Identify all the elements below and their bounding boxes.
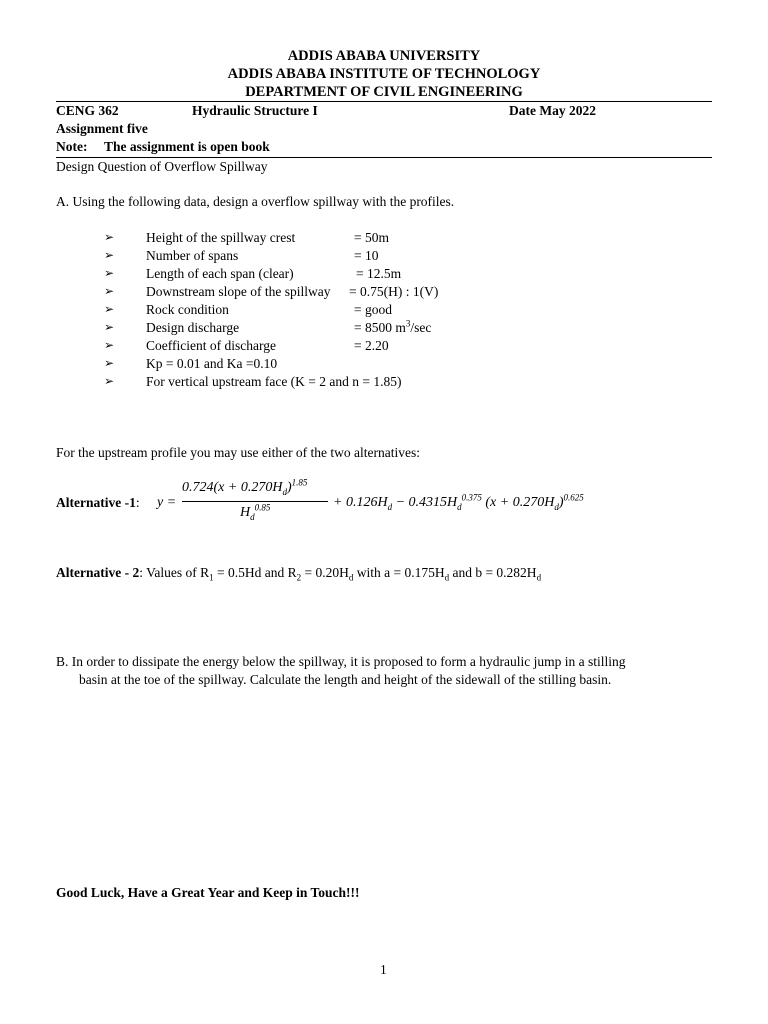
list-item-label: Downstream slope of the spillway	[146, 284, 331, 299]
alternative-1-colon: :	[135, 495, 140, 510]
list-item-label: Coefficient of discharge	[146, 338, 276, 353]
bullet-icon: ➢	[104, 356, 115, 370]
header-rule-top	[56, 101, 712, 102]
assignment-date: Date May 2022	[509, 103, 596, 118]
equation-lhs: y =	[157, 495, 177, 510]
alt2-sub-4: d	[444, 572, 450, 583]
institute-name: ADDIS ABABA INSTITUTE OF TECHNOLOGY	[227, 66, 541, 82]
section-a-intro: A. Using the following data, design a overflow spillway with the profiles.	[56, 194, 455, 209]
alt2-sub-5: d	[536, 572, 542, 583]
alt2-text-3: = 0.20H	[301, 565, 349, 580]
denominator-sub: d	[250, 511, 255, 522]
term-4: (x + 0.270H	[485, 495, 555, 510]
term-3-sub: d	[457, 501, 462, 512]
course-name: Hydraulic Structure I	[192, 103, 318, 118]
term-2: + 0.126H	[333, 495, 388, 510]
list-item-value: = 50m	[354, 230, 389, 245]
list-item-label: Design discharge	[146, 320, 240, 335]
term-3: − 0.4315H	[395, 495, 458, 510]
term-4-exponent: 0.625	[563, 492, 584, 503]
numerator-exponent: 1.85	[291, 477, 308, 488]
alternative-1-row	[56, 495, 140, 511]
alternative-2-row	[56, 565, 541, 581]
numerator-text: 0.724(x + 0.270H	[182, 480, 283, 495]
alt2-text-5: and b = 0.282H	[449, 565, 537, 580]
alt2-sub-1: 1	[209, 572, 214, 583]
university-name: ADDIS ABABA UNIVERSITY	[287, 48, 481, 64]
alternative-1-label: Alternative -1	[56, 495, 136, 510]
bullet-icon: ➢	[104, 374, 115, 388]
discharge-unit: /sec	[410, 320, 432, 335]
list-item-label: Height of the spillway crest	[146, 230, 296, 245]
denominator-text: H	[240, 505, 251, 520]
alt2-text-2: = 0.5Hd and R	[213, 565, 297, 580]
section-b-line-1: B. In order to dissipate the energy below the spillway, it is proposed to form a hydraulic jump in a stilling	[56, 654, 626, 669]
course-code: CENG 362	[56, 103, 119, 118]
denominator-exponent: 0.85	[254, 502, 271, 513]
list-item-label: For vertical upstream face (K = 2 and n = 1.85)	[146, 374, 402, 389]
bullet-icon: ➢	[104, 338, 115, 352]
term-4-close: )	[558, 495, 564, 510]
page-number: 1	[380, 962, 387, 977]
fraction-denominator	[240, 502, 271, 522]
term-3-exponent: 0.375	[461, 492, 482, 503]
bullet-icon: ➢	[104, 302, 115, 316]
term-2-sub: d	[387, 501, 393, 512]
equation-rhs	[333, 492, 584, 512]
bullet-icon: ➢	[104, 248, 115, 262]
list-item-value: = 12.5m	[356, 266, 402, 281]
bullet-icon: ➢	[104, 230, 115, 244]
upstream-profile-text: For the upstream profile you may use either of the two alternatives:	[56, 445, 421, 460]
discharge-value: = 8500 m	[354, 320, 406, 335]
numerator-close: )	[286, 480, 292, 495]
list-item-label: Rock condition	[146, 302, 229, 317]
bullet-icon: ➢	[104, 284, 115, 298]
note-text: The assignment is open book	[104, 139, 270, 154]
list-item-value: = 2.20	[354, 338, 389, 353]
assignment-number: Assignment five	[56, 121, 148, 136]
alt2-sub-3: d	[348, 572, 354, 583]
question-title: Design Question of Overflow Spillway	[56, 159, 268, 174]
closing-message: Good Luck, Have a Great Year and Keep in Touch!!!	[56, 885, 360, 900]
list-item-value: = 10	[354, 248, 379, 263]
discharge-exponent: 3	[405, 318, 411, 329]
list-item-label: Kp = 0.01 and Ka =0.10	[146, 356, 278, 371]
bullet-icon: ➢	[104, 320, 115, 334]
note-label: Note:	[56, 139, 88, 154]
alt2-text-4: with a = 0.175H	[353, 565, 445, 580]
term-4-sub: d	[554, 501, 559, 512]
fraction-numerator	[182, 477, 308, 497]
list-item-label: Length of each span (clear)	[146, 266, 294, 281]
alt2-text-1: : Values of R	[139, 565, 210, 580]
bullet-icon: ➢	[104, 266, 115, 280]
alt2-sub-2: 2	[296, 572, 302, 583]
list-item-value: = 0.75(H) : 1(V)	[349, 284, 439, 299]
section-b-line-2: basin at the toe of the spillway. Calculate the length and height of the sidewall of the stilling basin.	[79, 672, 612, 687]
alternative-2-label: Alternative - 2	[56, 565, 140, 580]
numerator-sub: d	[282, 486, 287, 497]
list-item-value	[354, 320, 431, 336]
list-item-value: = good	[354, 302, 392, 317]
list-item-label: Number of spans	[146, 248, 239, 263]
header-rule-bottom	[56, 157, 712, 158]
department-name: DEPARTMENT OF CIVIL ENGINEERING	[245, 84, 523, 100]
